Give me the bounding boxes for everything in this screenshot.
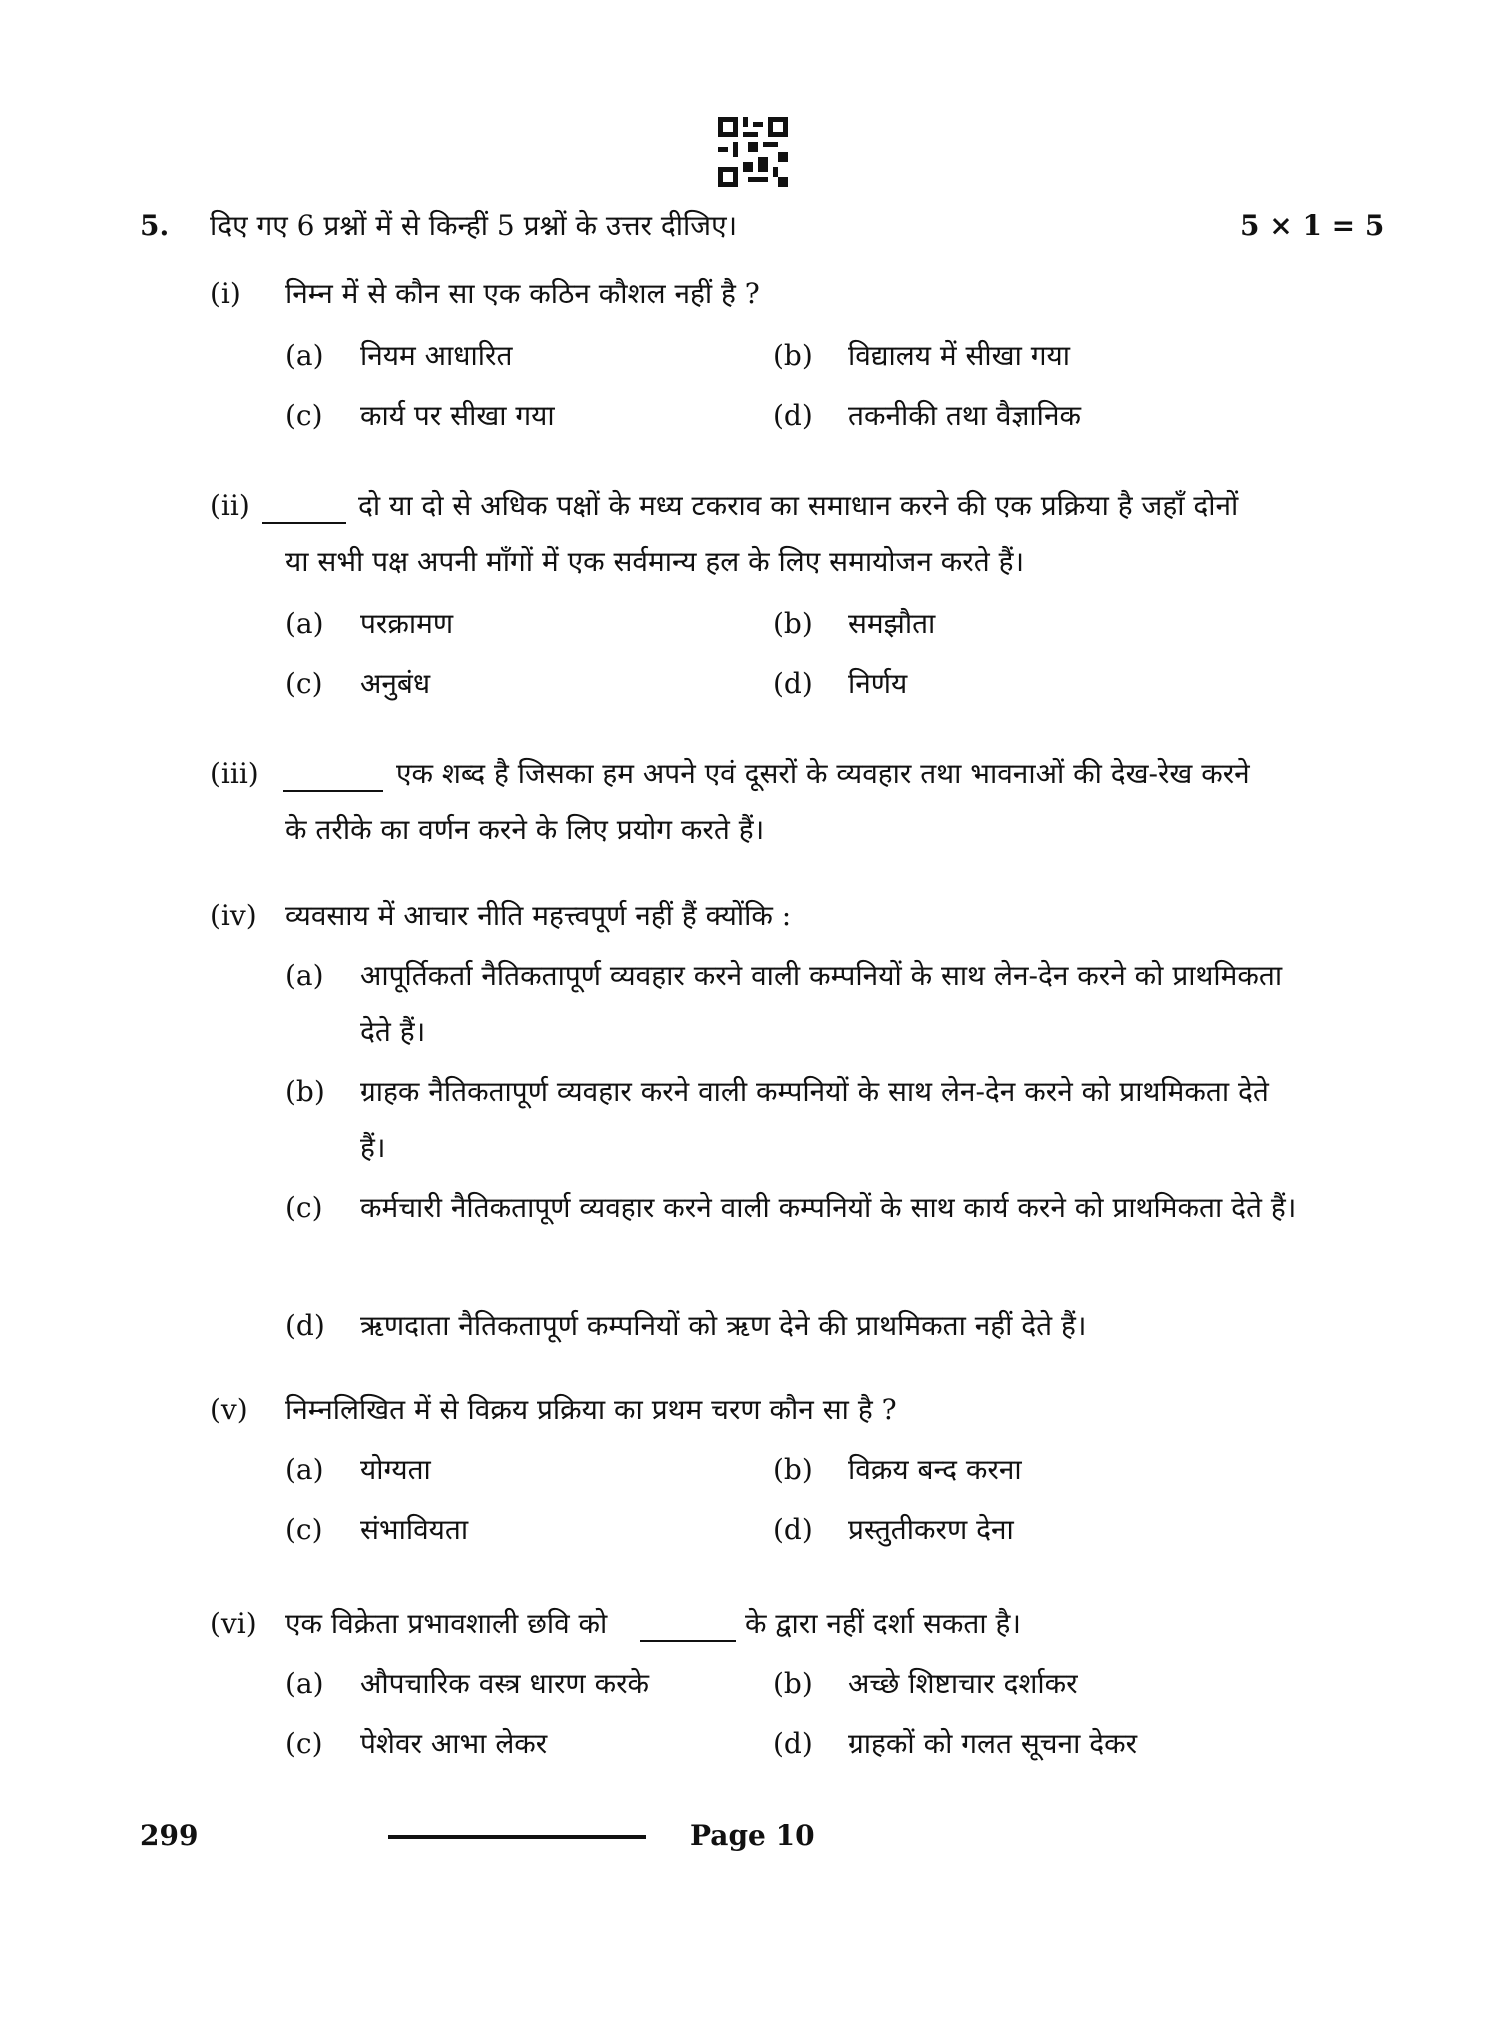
option-label: (d) bbox=[773, 399, 813, 432]
option-text: आपूर्तिकर्ता नैतिकतापूर्ण व्यवहार करने वाली कम्पनियों के साथ लेन-देन करने को प्राथमिकता देते हैं। bbox=[360, 959, 1283, 1048]
option-text: विक्रय बन्द करना bbox=[848, 1453, 1022, 1486]
option-label: (b) bbox=[773, 607, 813, 640]
option-label: (d) bbox=[285, 1309, 325, 1342]
question-instruction: दिए गए 6 प्रश्नों में से किन्हीं 5 प्रश्नों के उत्तर दीजिए। bbox=[210, 209, 738, 242]
option-label: (a) bbox=[285, 607, 324, 640]
footer-rule bbox=[388, 1835, 646, 1839]
subquestion-label: (iii) bbox=[210, 757, 259, 790]
option-text: कार्य पर सीखा गया bbox=[360, 399, 555, 432]
subquestion-label: (ii) bbox=[210, 489, 250, 522]
option-label: (c) bbox=[285, 1191, 323, 1224]
option-text: समझौता bbox=[848, 607, 936, 640]
option-label: (c) bbox=[285, 1727, 323, 1760]
subquestion-text-continued: के द्वारा नहीं दर्शा सकता है। bbox=[745, 1607, 1022, 1640]
option-label: (b) bbox=[773, 339, 813, 372]
option-label: (d) bbox=[773, 1727, 813, 1760]
option-label: (b) bbox=[773, 1667, 813, 1700]
subquestion-text: व्यवसाय में आचार नीति महत्त्वपूर्ण नहीं हैं क्योंकि : bbox=[285, 899, 792, 932]
subquestion-label: (iv) bbox=[210, 899, 257, 932]
option-text: अच्छे शिष्टाचार दर्शाकर bbox=[848, 1667, 1078, 1700]
answer-blank bbox=[283, 756, 383, 792]
option-text: कर्मचारी नैतिकतापूर्ण व्यवहार करने वाली कम्पनियों के साथ कार्य करने को प्राथमिकता देते हैं। bbox=[360, 1191, 1297, 1224]
option-text: ग्राहक नैतिकतापूर्ण व्यवहार करने वाली कम्पनियों के साथ लेन-देन करने को प्राथमिकता देते हैं। bbox=[360, 1075, 1269, 1164]
subquestion-text: दो या दो से अधिक पक्षों के मध्य टकराव का समाधान करने की एक प्रक्रिया है जहाँ दोनों bbox=[358, 489, 1239, 522]
option-label: (a) bbox=[285, 1667, 324, 1700]
option-label: (d) bbox=[773, 667, 813, 700]
option-label: (b) bbox=[285, 1075, 325, 1108]
option-text: औपचारिक वस्त्र धारण करके bbox=[360, 1667, 650, 1700]
question-number: 5. bbox=[140, 209, 170, 242]
option-text: विद्यालय में सीखा गया bbox=[848, 339, 1070, 372]
subquestion-label: (i) bbox=[210, 277, 241, 310]
option-label: (c) bbox=[285, 1513, 323, 1546]
option-label: (d) bbox=[773, 1513, 813, 1546]
question-marks: 5 × 1 = 5 bbox=[1240, 209, 1385, 242]
qr-code bbox=[718, 117, 788, 187]
option-text: अनुबंध bbox=[360, 667, 431, 700]
option-label: (b) bbox=[773, 1453, 813, 1486]
subquestion-text: निम्नलिखित में से विक्रय प्रक्रिया का प्रथम चरण कौन सा है ? bbox=[285, 1393, 897, 1426]
option-text: योग्यता bbox=[360, 1453, 431, 1486]
option-label: (a) bbox=[285, 339, 324, 372]
option-text: परक्रामण bbox=[360, 607, 454, 640]
paper-code: 299 bbox=[140, 1819, 199, 1852]
option-text: ग्राहकों को गलत सूचना देकर bbox=[848, 1727, 1138, 1760]
subquestion-label: (v) bbox=[210, 1393, 248, 1426]
option-text: संभावियता bbox=[360, 1513, 469, 1546]
subquestion-text: एक शब्द है जिसका हम अपने एवं दूसरों के व्यवहार तथा भावनाओं की देख-रेख करने bbox=[396, 757, 1250, 790]
option-text: तकनीकी तथा वैज्ञानिक bbox=[848, 399, 1081, 432]
option-label: (c) bbox=[285, 399, 323, 432]
subquestion-text-continued: के तरीके का वर्णन करने के लिए प्रयोग करते हैं। bbox=[285, 813, 765, 846]
option-label: (a) bbox=[285, 959, 324, 992]
page-number: Page 10 bbox=[690, 1819, 815, 1852]
subquestion-label: (vi) bbox=[210, 1607, 257, 1640]
option-label: (c) bbox=[285, 667, 323, 700]
answer-blank bbox=[640, 1606, 736, 1642]
option-label: (a) bbox=[285, 1453, 324, 1486]
option-text: निर्णय bbox=[848, 667, 908, 700]
option-text: प्रस्तुतीकरण देना bbox=[848, 1513, 1014, 1546]
option-text: नियम आधारित bbox=[360, 339, 513, 372]
answer-blank bbox=[262, 488, 346, 524]
subquestion-text: निम्न में से कौन सा एक कठिन कौशल नहीं है ? bbox=[285, 277, 760, 310]
option-text: पेशेवर आभा लेकर bbox=[360, 1727, 548, 1760]
option-text: ऋणदाता नैतिकतापूर्ण कम्पनियों को ऋण देने की प्राथमिकता नहीं देते हैं। bbox=[360, 1309, 1087, 1342]
subquestion-text-continued: या सभी पक्ष अपनी माँगों में एक सर्वमान्य हल के लिए समायोजन करते हैं। bbox=[285, 545, 1025, 578]
subquestion-text: एक विक्रेता प्रभावशाली छवि को bbox=[285, 1607, 608, 1640]
